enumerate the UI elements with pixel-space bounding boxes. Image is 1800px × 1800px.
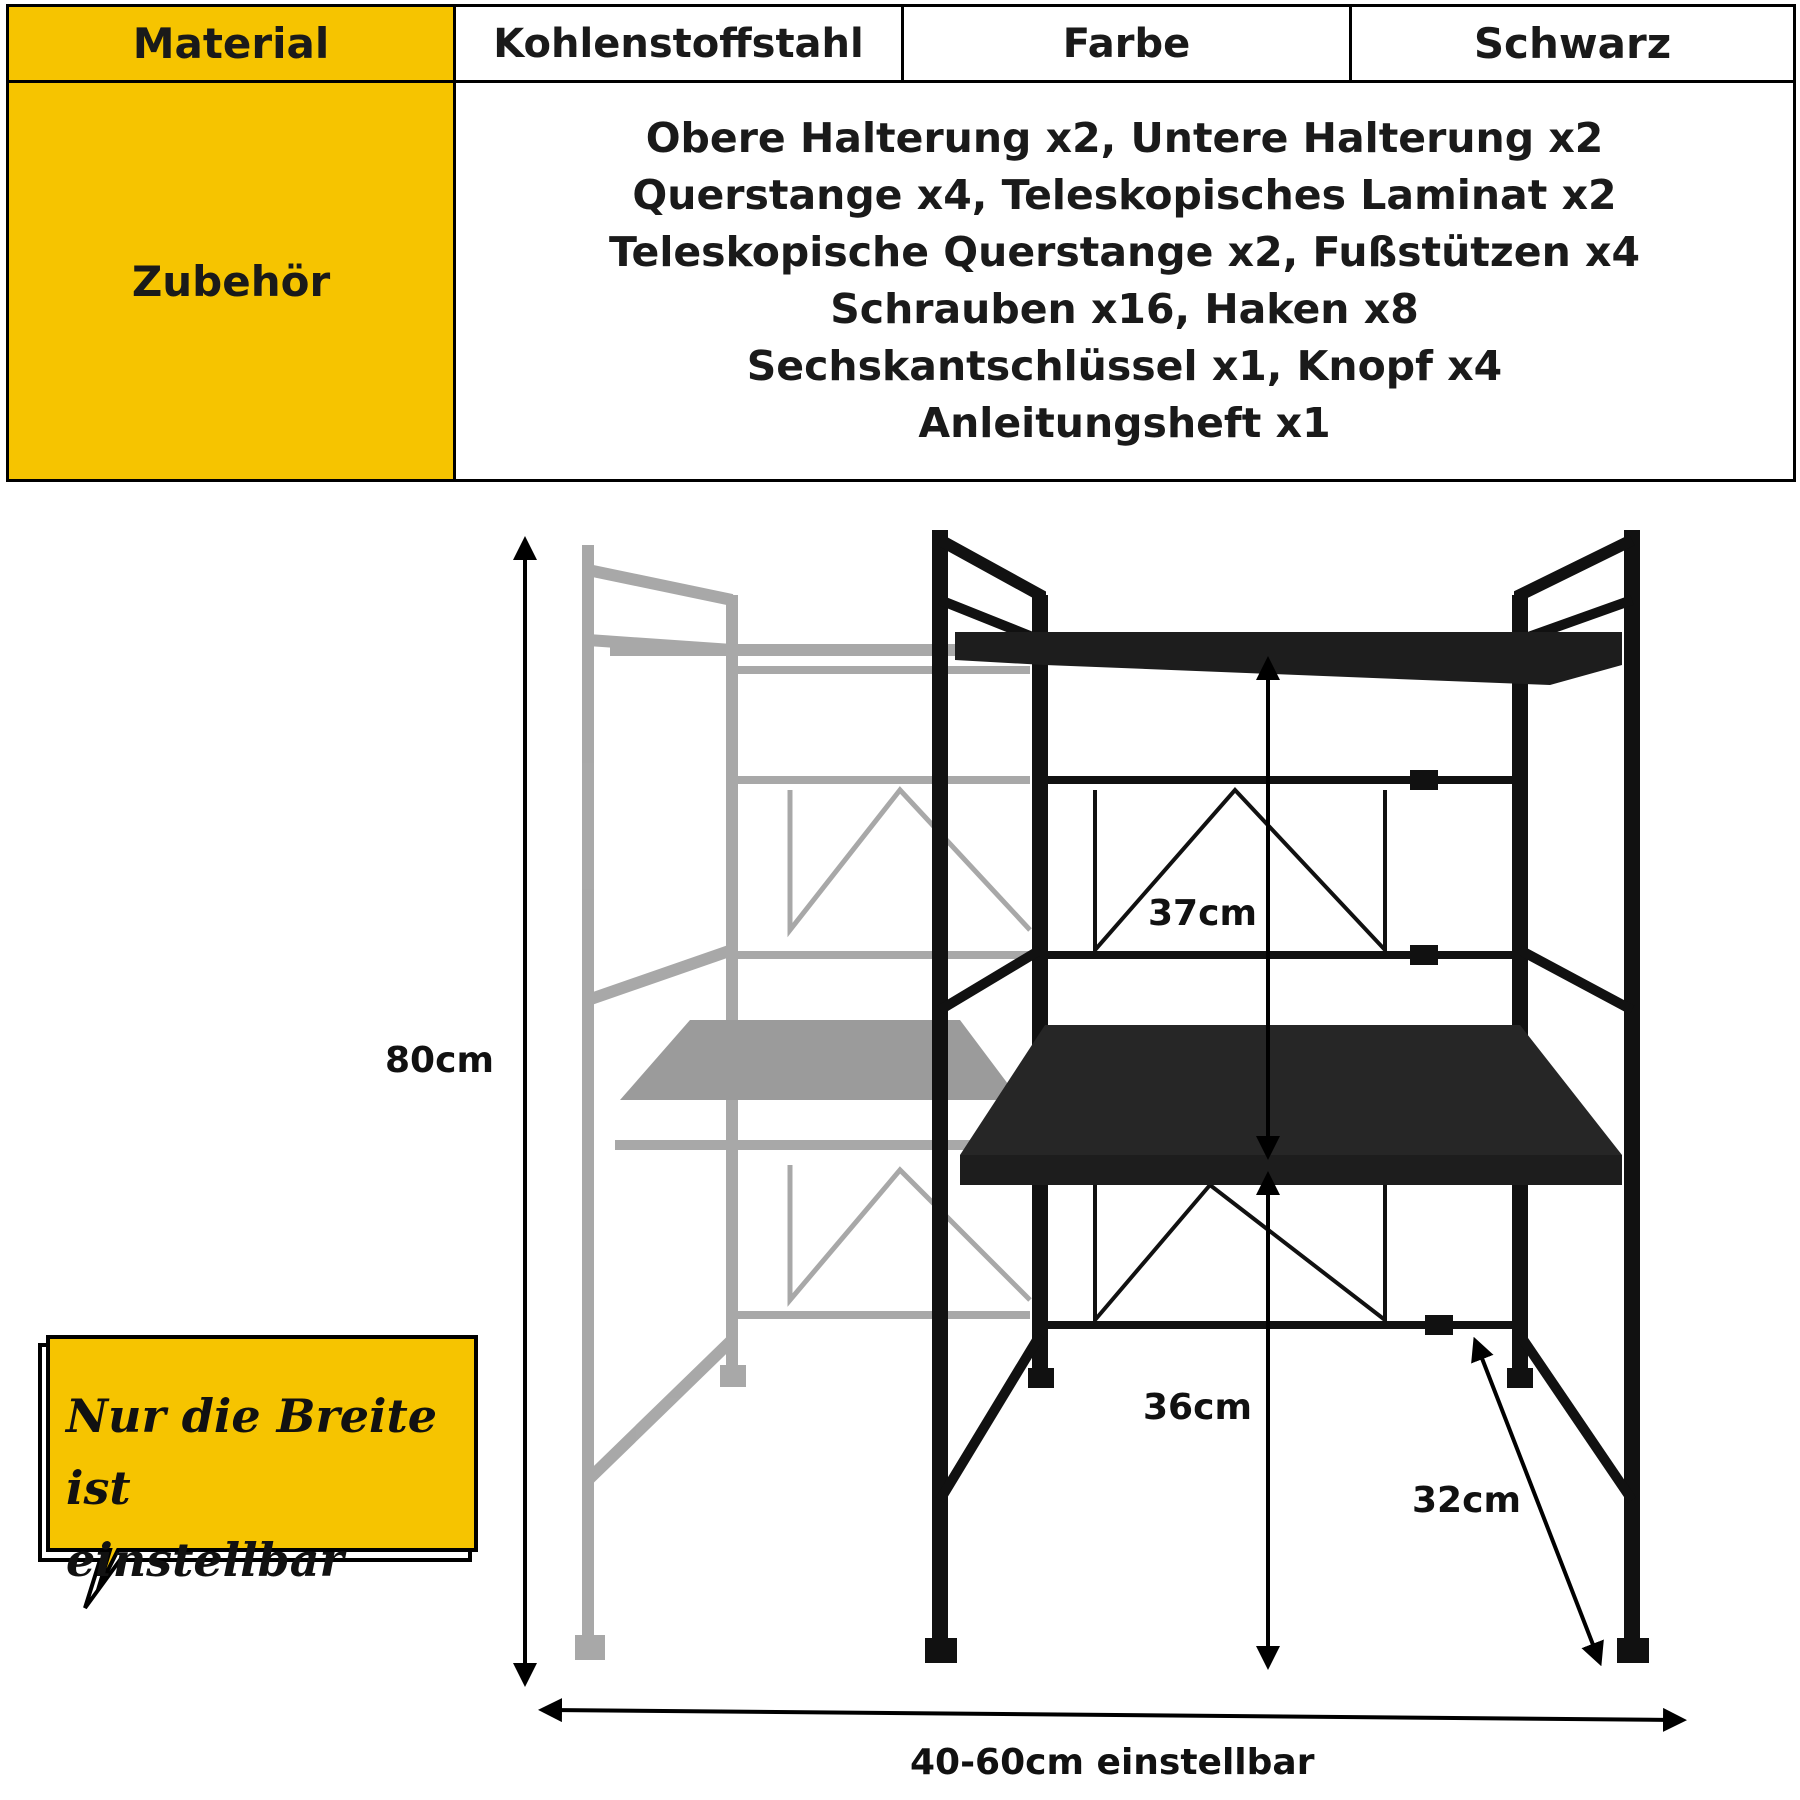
accessories-line: Teleskopische Querstange x2, Fußstützen x4	[608, 228, 1641, 276]
foot	[1028, 1368, 1054, 1388]
accessories-list	[456, 83, 1793, 479]
lower-gap-label: 36cm	[1143, 1387, 1252, 1428]
callout-text	[66, 1380, 466, 1596]
accessories-line: Sechskantschlüssel x1, Knopf x4	[746, 342, 1503, 390]
material-label: Material	[9, 7, 456, 83]
accessories-label: Zubehör	[9, 83, 456, 479]
width-label: 40-60cm einstellbar	[910, 1742, 1315, 1783]
callout-line: einstellbar	[66, 1533, 344, 1587]
top-shelf-panel	[955, 632, 1622, 685]
upper-gap-label: 37cm	[1148, 893, 1257, 934]
middle-shelf-top	[960, 1025, 1622, 1155]
color-value: Schwarz	[1352, 7, 1793, 83]
color-label: Farbe	[904, 7, 1352, 83]
accessories-line: Querstange x4, Teleskopisches Laminat x2	[632, 171, 1617, 219]
shelf-illustration	[0, 482, 1800, 1800]
width-arrow	[550, 1710, 1675, 1720]
foot	[925, 1638, 957, 1663]
accessories-line: Obere Halterung x2, Untere Halterung x2	[645, 114, 1604, 162]
callout-line: Nur die Breite ist	[66, 1389, 438, 1515]
foot	[1507, 1368, 1533, 1388]
height-label: 80cm	[385, 1040, 494, 1081]
accessories-line: Anleitungsheft x1	[918, 399, 1331, 447]
material-value: Kohlenstoffstahl	[456, 7, 904, 83]
depth-label: 32cm	[1412, 1480, 1521, 1521]
ghost-shelf	[575, 545, 1030, 1660]
accessories-line: Schrauben x16, Haken x8	[830, 285, 1419, 333]
middle-shelf-panel	[960, 1155, 1622, 1185]
foot	[1617, 1638, 1649, 1663]
spec-table	[6, 4, 1796, 482]
